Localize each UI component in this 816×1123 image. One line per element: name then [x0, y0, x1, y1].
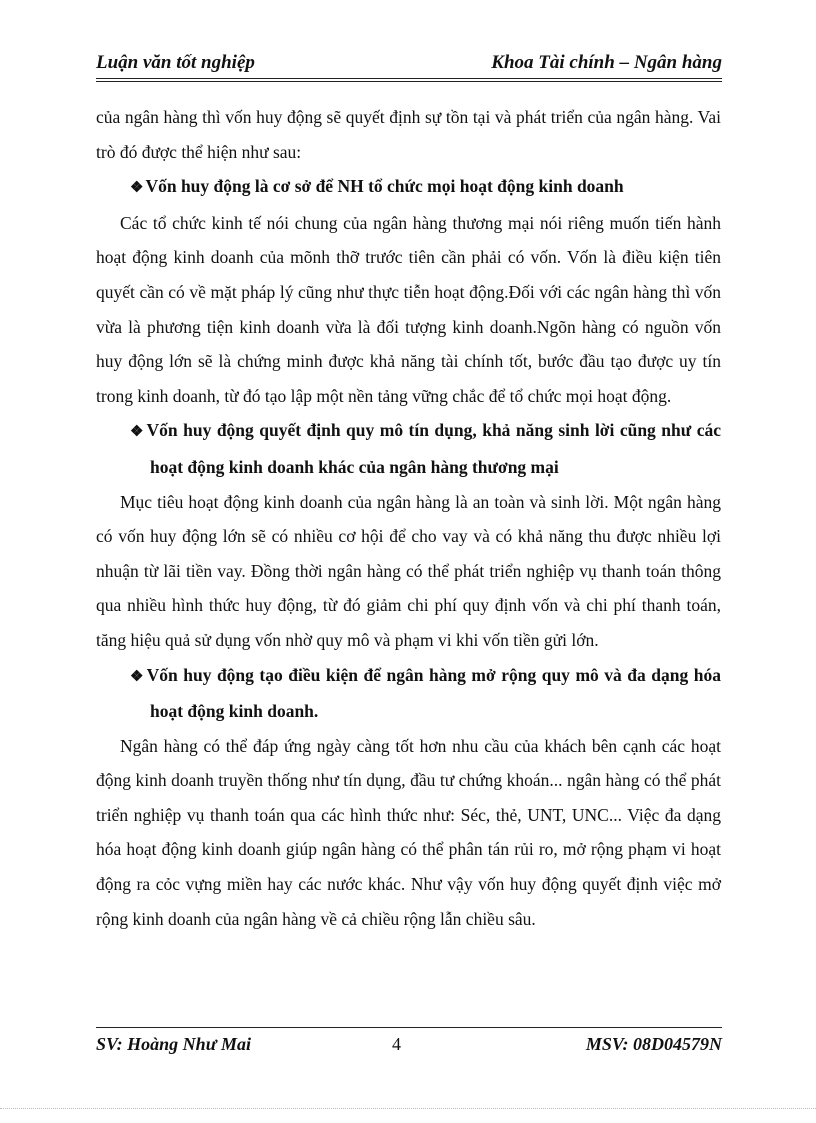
section-heading-text: Vốn huy động quyết định quy mô tín dụng, khả năng sinh lời cũng như các hoạt động kinh doanh khác của ngân hàng thương mại — [146, 420, 721, 477]
header-department: Khoa Tài chính – Ngân hàng — [491, 52, 722, 73]
diamond-bullet-icon: ❖ — [130, 668, 145, 685]
section-paragraph-1: Các tổ chức kinh tế nói chung của ngân hàng thương mại nói riêng muốn tiến hành hoạt động kinh doanh của mõnh thỡ trước tiên cần phải có vốn. Vốn là điều kiện tiên quyết cần có về mặt pháp lý cũng như thực tiễn hoạt động.Đối với các ngân hàng thì vốn vừa là phương tiện kinh doanh vừa là đối tượng kinh doanh.Ngõn hàng có nguồn vốn huy động lớn sẽ là chứng minh được khả năng tài chính tốt, bước đầu tạo được uy tín trong kinh doanh, từ đó tạo lập một nền tảng vững chắc để tổ chức mọi hoạt động. — [96, 212, 721, 406]
section-paragraph-2: Mục tiêu hoạt động kinh doanh của ngân hàng là an toàn và sinh lời. Một ngân hàng có vốn huy động lớn sẽ có nhiều cơ hội để cho vay và có khả năng thu được nhiều lợi nhuận từ lãi tiền vay. Đồng thời ngân hàng có thể phát triển nghiệp vụ thanh toán thông qua nhiều hình thức huy động, từ đó giảm chi phí quy định vốn và chi phí thanh toán, tăng hiệu quả sử dụng vốn nhờ quy mô và phạm vi khi vốn tiền gửi lớn. — [96, 491, 721, 650]
section-heading-3 — [96, 658, 721, 729]
page-footer — [96, 1027, 722, 1058]
diamond-bullet-icon: ❖ — [130, 424, 145, 441]
footer-student-id: MSV: 08D04579N — [585, 1034, 722, 1054]
section-heading-text: Vốn huy động là cơ sở để NH tổ chức mọi hoạt động kinh doanh — [145, 176, 624, 197]
diamond-bullet-icon: ❖ — [130, 180, 144, 197]
section-heading-2 — [96, 413, 721, 484]
header-thesis-title: Luận văn tốt nghiệp — [96, 52, 255, 73]
section-heading-1 — [96, 169, 721, 206]
document-body — [96, 100, 721, 936]
page-edge-divider — [0, 1108, 816, 1109]
footer-student-name: SV: Hoàng Như Mai — [96, 1034, 251, 1054]
intro-paragraph: của ngân hàng thì vốn huy động sẽ quyết định sự tồn tại và phát triển của ngân hàng. Vai trò đó được thể hiện như sau: — [96, 107, 721, 162]
page-header — [96, 52, 722, 82]
section-heading-text: Vốn huy động tạo điều kiện để ngân hàng mở rộng quy mô và đa dạng hóa hoạt động kinh doanh. — [146, 664, 721, 722]
page-number: 4 — [392, 1034, 401, 1054]
section-paragraph-3: Ngân hàng có thể đáp ứng ngày càng tốt hơn nhu cầu của khách bên cạnh các hoạt động kinh doanh truyền thống như tín dụng, đầu tư chứng khoán... ngân hàng có thể phát triển nghiệp vụ thanh toán qua các hình thức như: Séc, thẻ, UNT, UNC... Việc đa dạng hóa hoạt động kinh doanh giúp ngân hàng có thể phân tán rủi ro, mở rộng phạm vi hoạt động ra cỏc vựng miền hay các nước khác. Như vậy vốn huy động quyết định việc mở rộng kinh doanh của ngân hàng về cả chiều rộng lẫn chiều sâu. — [96, 735, 721, 929]
